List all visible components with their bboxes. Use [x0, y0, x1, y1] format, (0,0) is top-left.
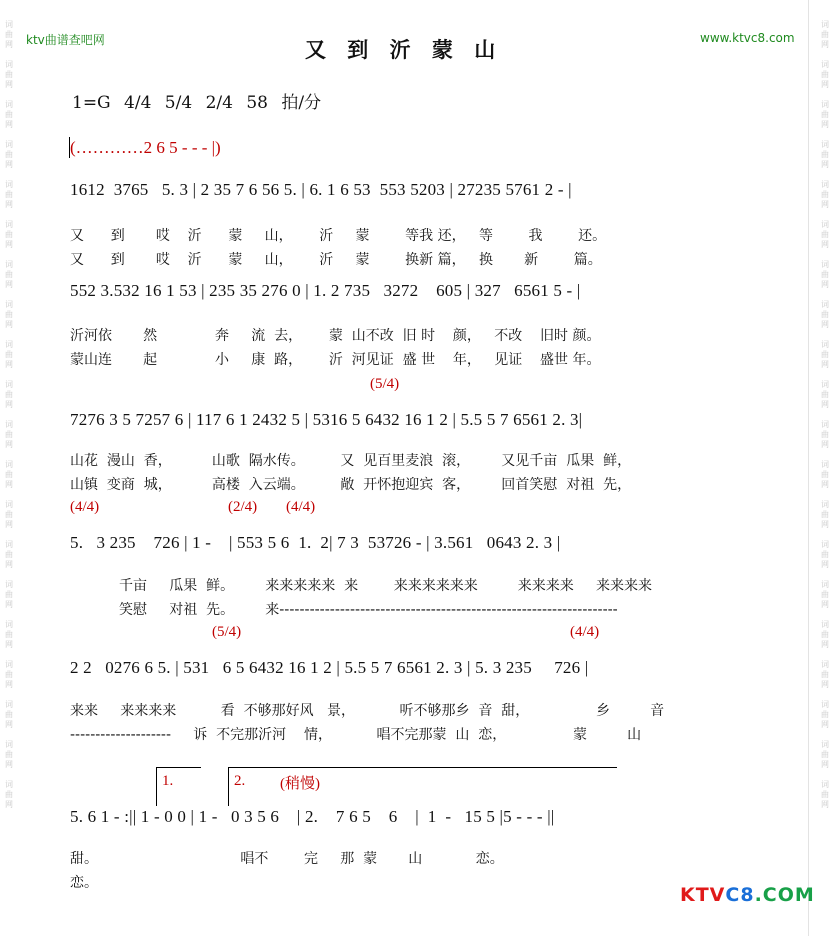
lyric-line-2a: 沂河依 然 奔 流 去， 蒙 山不改 旧 时 颜， 不改 旧时 颜。 [70, 328, 601, 344]
lyric-line-6b: 恋。 [70, 875, 98, 891]
tempo-key-line: 1=G 4/4 5/4 2/4 58 拍/分 [72, 93, 322, 113]
lyric-line-1b: 又 到 哎 沂 蒙 山， 沂 蒙 换新 篇， 换 新 篇。 [70, 252, 602, 268]
lyric-line-1a: 又 到 哎 沂 蒙 山， 沂 蒙 等我 还， 等 我 还。 [70, 228, 607, 244]
lyric-line-5a: 来来 来来来来 看 不够那好风 景， 听不够那乡 音 甜， 乡 音 [70, 703, 665, 719]
lyric-line-4b: 笑慰 对祖 先。 来------------------------------------------------------------------- [70, 602, 618, 618]
meter-mark: (4/4) [70, 499, 100, 515]
meter-mark: (4/4) [570, 624, 600, 640]
second-ending-label: 2. [234, 773, 246, 789]
first-ending-label: 1. [162, 773, 174, 789]
lyric-line-3a: 山花 漫山 香， 山歌 隔水传。 又 见百里麦浪 滚， 又见千亩 瓜果 鲜， [70, 453, 632, 469]
notation-line-4: 5. 3 235 726 | 1 - | 553 5 6 1. 2| 7 3 53726 - | 3.561 0643 2. 3 | [70, 533, 561, 552]
lyric-line-6a: 甜。 唱不 完 那 蒙 山 恋。 [70, 851, 504, 867]
tempo-slower-mark: (稍慢) [280, 776, 320, 792]
notation-line-2: 552 3.532 16 1 53 | 235 35 276 0 | 1. 2 735 3272 605 | 327 6561 5 - | [70, 281, 581, 300]
meter-mark: (2/4) [228, 499, 258, 515]
notation-line-6: 5. 6 1 - :|| 1 - 0 0 | 1 - 0 3 5 6 | 2. 7 6 5 6 | 1 - 15 5 |5 - - - || [70, 807, 555, 826]
lyric-line-2b: 蒙山连 起 小 康 路， 沂 河见证 盛 世 年， 见证 盛世 年。 [70, 352, 601, 368]
lyric-line-3b: 山镇 变商 城， 高楼 入云端。 敞 开怀抱迎宾 客， 回首笑慰 对祖 先， [70, 477, 632, 493]
notation-line-3: 7276 3 5 7257 6 | 117 6 1 2432 5 | 5316 5 6432 16 1 2 | 5.5 5 7 6561 2. 3| [70, 410, 583, 429]
meter-mark: (4/4) [286, 499, 316, 515]
site-watermark-left: ktv曲谱查吧网 [26, 33, 105, 47]
meter-mark: (5/4) [212, 624, 242, 640]
lyric-line-4a: 千亩 瓜果 鲜。 来来来来来 来 来来来来来来 来来来来 来来来来 [70, 578, 653, 594]
side-watermark-left: 词 曲 网 词 曲 网 词 曲 网 词 曲 网 词 曲 网 词 曲 网 词 曲 网 词 曲 网 词 曲 网 词 曲 网 词 曲 网 词 曲 网 词 曲 网 词 曲 网 词 曲 网 词 曲 网 词 曲 网 词 曲 网 词 曲 网 词 曲 网 [5, 20, 13, 809]
ktvc8-logo: KTVC8.COM [680, 884, 815, 906]
page-edge-rule [808, 0, 809, 936]
intro-line: (…………2 6 5 - - - |) [70, 138, 221, 157]
notation-line-1: 1612 3765 5. 3 | 2 35 7 6 56 5. | 6. 1 6 53 553 5203 | 27235 5761 2 - | [70, 180, 572, 199]
song-title: 又 到 沂 蒙 山 [305, 37, 503, 62]
meter-mark: (5/4) [370, 376, 400, 392]
notation-line-5: 2 2 0276 6 5. | 531 6 5 6432 16 1 2 | 5.5 5 7 6561 2. 3 | 5. 3 235 726 | [70, 658, 589, 677]
side-watermark-right: 词 曲 网 词 曲 网 词 曲 网 词 曲 网 词 曲 网 词 曲 网 词 曲 网 词 曲 网 词 曲 网 词 曲 网 词 曲 网 词 曲 网 词 曲 网 词 曲 网 词 曲 网 词 曲 网 词 曲 网 词 曲 网 词 曲 网 词 曲 网 [821, 20, 829, 809]
site-watermark-right: www.ktvc8.com [700, 31, 795, 45]
lyric-line-5b: -------------------- 诉 不完那沂河 情， 唱不完那蒙 山 恋， 蒙 山 [70, 727, 642, 743]
